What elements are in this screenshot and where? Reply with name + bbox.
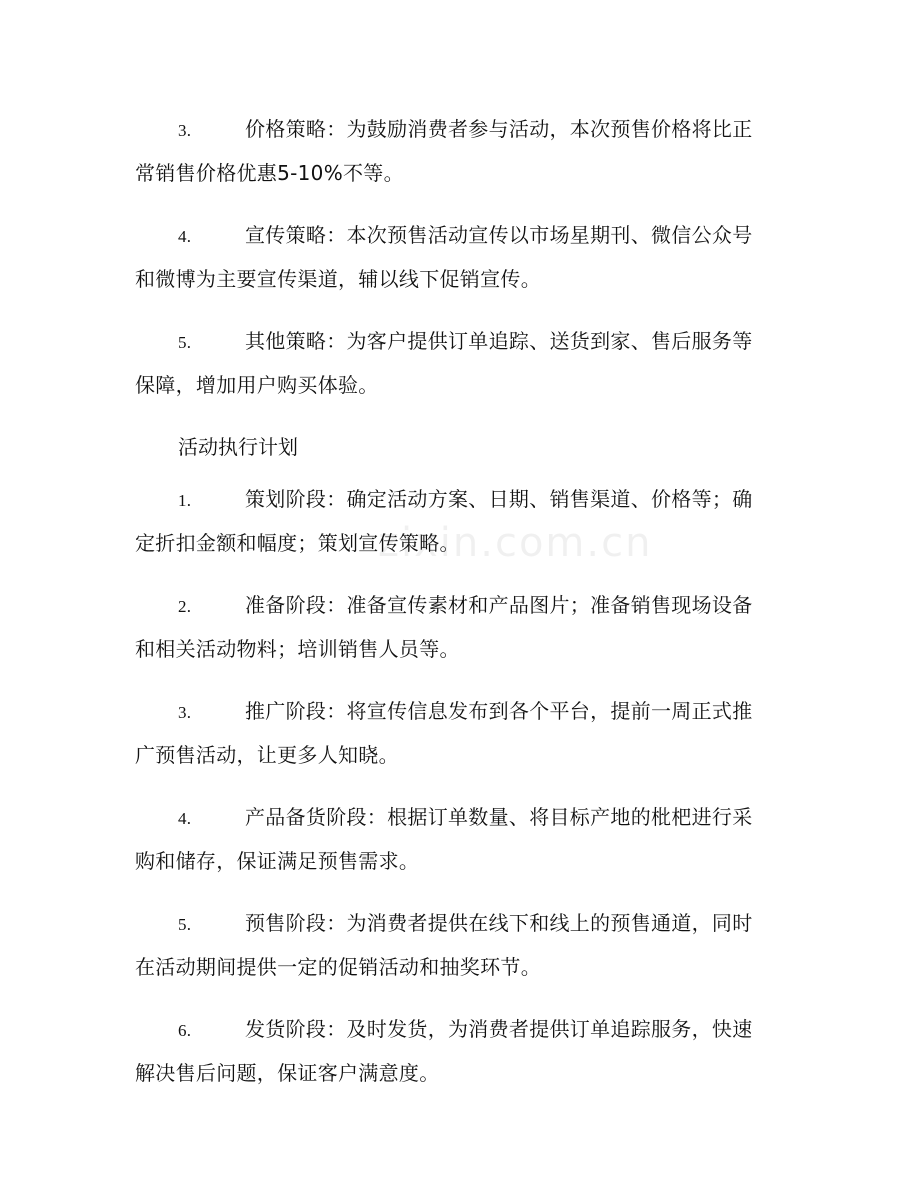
- list-text-line: 在活动期间提供一定的促销活动和抽奖环节。: [135, 955, 541, 979]
- list-item: [135, 1008, 775, 1110]
- list-text-line: 价格策略：为鼓励消费者参与活动，本次预售价格将比正: [245, 117, 753, 141]
- list-text-line: 广预售活动，让更多人知晓。: [135, 743, 399, 767]
- watermark: zixin.com.cn: [378, 520, 653, 566]
- list-text-line: 推广阶段：将宣传信息发布到各个平台，提前一周正式推: [245, 699, 753, 723]
- list-text-line: 发货阶段：及时发货，为消费者提供订单追踪服务，快速: [245, 1017, 753, 1041]
- list-item: [135, 320, 775, 422]
- list-text-line: 其他策略：为客户提供订单追踪、送货到家、售后服务等: [245, 329, 753, 353]
- list-text-line: 和微博为主要宣传渠道，辅以线下促销宣传。: [135, 267, 541, 291]
- list-item: [135, 902, 775, 1004]
- list-text-line: 保障，增加用户购买体验。: [135, 373, 379, 397]
- list-item: [135, 690, 775, 792]
- list-text-line: 解决售后问题，保证客户满意度。: [135, 1061, 440, 1085]
- list-item: [135, 214, 775, 316]
- list-text-line: 常销售价格优惠5-10%不等。: [135, 161, 404, 185]
- list-text-line: 购和储存，保证满足预售需求。: [135, 849, 420, 873]
- list-number: 5.: [178, 915, 192, 934]
- list-text-line: 策划阶段：确定活动方案、日期、销售渠道、价格等；确: [245, 487, 753, 511]
- list-item: [135, 584, 775, 686]
- list-text-line: 和相关活动物料；培训销售人员等。: [135, 637, 460, 661]
- list-number: 6.: [178, 1021, 192, 1040]
- list-number: 4.: [178, 227, 192, 246]
- list-number: 4.: [178, 809, 192, 828]
- list-item: [135, 796, 775, 898]
- list-number: 1.: [178, 491, 192, 510]
- list-number: 3.: [178, 703, 192, 722]
- list-text-line: 定折扣金额和幅度；策划宣传策略。: [135, 531, 460, 555]
- list-item: [135, 478, 775, 580]
- list-number: 3.: [178, 121, 192, 140]
- list-number: 2.: [178, 597, 192, 616]
- list-text-line: 产品备货阶段：根据订单数量、将目标产地的枇杷进行采: [245, 805, 753, 829]
- list-number: 5.: [178, 333, 192, 352]
- list-text-line: 预售阶段：为消费者提供在线下和线上的预售通道，同时: [245, 911, 753, 935]
- list-text-line: 准备阶段：准备宣传素材和产品图片；准备销售现场设备: [245, 593, 753, 617]
- list-text-line: 宣传策略：本次预售活动宣传以市场星期刊、微信公众号: [245, 223, 753, 247]
- document-body: [135, 108, 775, 1114]
- section-heading: 活动执行计划: [178, 435, 298, 459]
- list-item: [135, 108, 775, 210]
